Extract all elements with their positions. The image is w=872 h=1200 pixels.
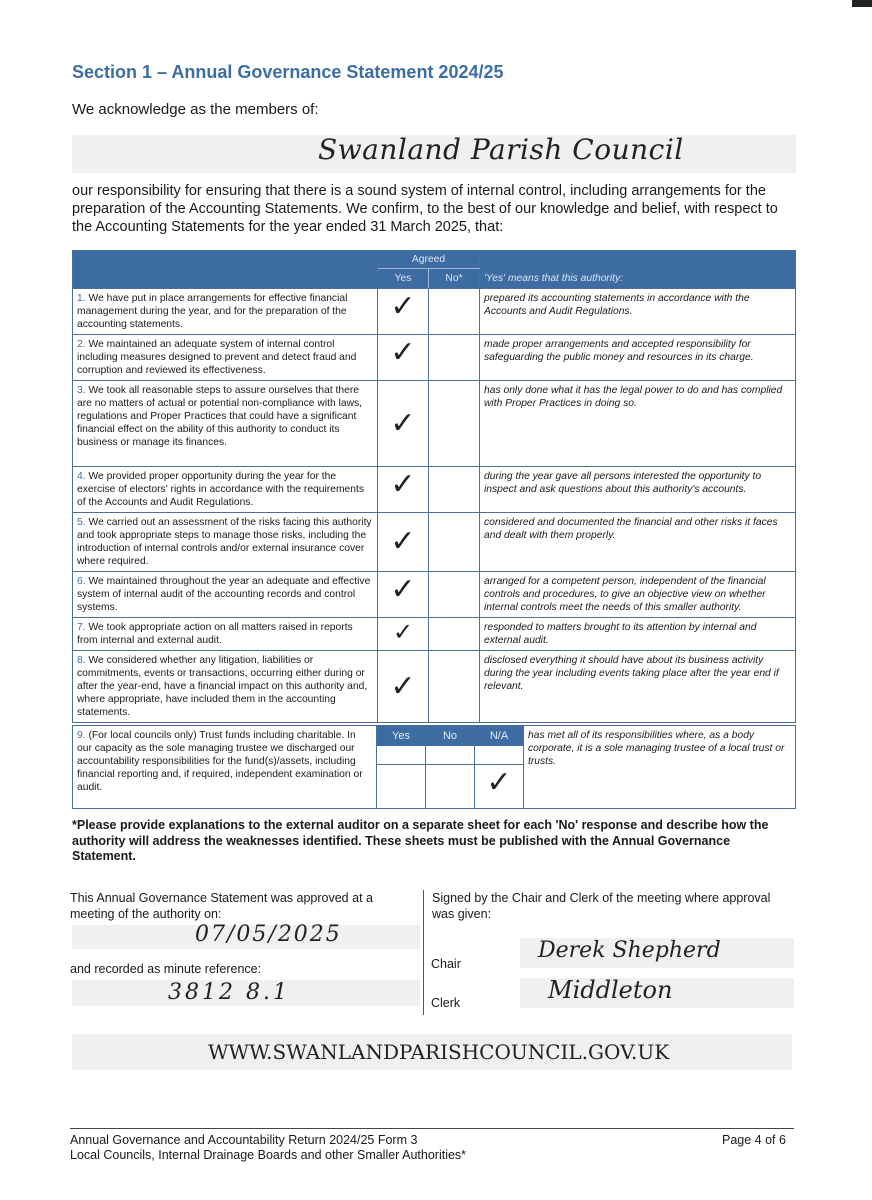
clerk-label: Clerk [431, 996, 461, 1010]
authority-name-handwritten: Swanland Parish Council [318, 133, 684, 166]
tick-mark: ✓ [390, 524, 416, 559]
yes-cell [378, 289, 429, 335]
minute-text: and recorded as minute reference: [70, 962, 262, 976]
meaning-cell: during the year gave all persons interested the opportunity to inspect and ask questions about this authority's accounts. [480, 467, 796, 513]
means-header: 'Yes' means that this authority: [480, 269, 796, 289]
section-title: Section 1 – Annual Governance Statement 2024/25 [72, 62, 504, 82]
footer-form-title: Annual Governance and Accountability Return 2024/25 Form 3 [70, 1133, 418, 1147]
no-header: No [426, 726, 474, 746]
tick-mark: ✓ [390, 572, 416, 607]
yes-cell [378, 572, 429, 618]
statement-cell: 3. We took all reasonable steps to assure ourselves that there are no matters of actual or potential non-compliance with laws, regulations and Proper Practices that could have a significant financial effect on the ability of this authority to conduct its business or manage its finances. [73, 381, 378, 467]
table-row [73, 289, 796, 335]
na-header: N/A [475, 726, 523, 746]
yes-cell [378, 467, 429, 513]
no-cell [429, 572, 480, 618]
table-row [73, 572, 796, 618]
tick-mark: ✓ [392, 618, 414, 646]
statement-cell: 2. We maintained an adequate system of internal control including measures designed to prevent and detect fraud and corruption and reviewed its effectiveness. [73, 335, 378, 381]
tick-mark: ✓ [390, 335, 416, 370]
no-cell [429, 651, 480, 723]
explanation-note: *Please provide explanations to the external auditor on a separate sheet for each 'No' response and describe how the authority will address the weaknesses identified. These sheets must be published with the Annual Governance Statement. [72, 818, 769, 863]
table-header-row [73, 251, 796, 269]
tick-mark: ✓ [390, 405, 416, 441]
statement-cell: 7. We took appropriate action on all matters raised in reports from internal and external audit. [73, 618, 378, 651]
no-cell [429, 381, 480, 467]
meaning-cell: prepared its accounting statements in accordance with the Accounts and Audit Regulations. [480, 289, 796, 335]
table-row [73, 467, 796, 513]
tick-mark: ✓ [486, 765, 512, 800]
yes-cell [378, 618, 429, 651]
table-row [73, 335, 796, 381]
page-number: Page 4 of 6 [722, 1133, 786, 1147]
yes-header: Yes [378, 269, 429, 289]
chair-label: Chair [431, 957, 461, 971]
chair-signature: Derek Shepherd [538, 938, 721, 963]
agreed-header: Agreed [378, 251, 480, 269]
meaning-cell: responded to matters brought to its attention by internal and external audit. [480, 618, 796, 651]
no-cell [429, 467, 480, 513]
acknowledge-text: We acknowledge as the members of: [72, 101, 319, 118]
statement-cell: 9. (For local councils only) Trust funds including charitable. In our capacity as the sole managing trustee we discharged our accountability responsibilities for the fund(s)/assets, including financial reporting and, if required, independent examination or audit. [77, 730, 363, 793]
meaning-cell: made proper arrangements and accepted responsibility for safeguarding the public money and resources in its charge. [480, 335, 796, 381]
meaning-cell: has only done what it has the legal power to do and has complied with Proper Practices in doing so. [480, 381, 796, 467]
yes-cell [378, 381, 429, 467]
minute-ref-handwritten: 3812 8.1 [168, 980, 290, 1005]
yes-cell [378, 513, 429, 572]
footer-authorities: Local Councils, Internal Drainage Boards and other Smaller Authorities* [70, 1148, 467, 1162]
no-cell [429, 618, 480, 651]
scan-corner-mark [852, 0, 872, 7]
statement-cell: 5. We carried out an assessment of the risks facing this authority and took appropriate steps to manage those risks, including the introduction of internal controls and/or external insurance cover where required. [73, 513, 378, 572]
yes-cell [378, 651, 429, 723]
meaning-cell: arranged for a competent person, independent of the financial controls and procedures, to give an objective view on whether internal controls meet the needs of this smaller authority. [480, 572, 796, 618]
table-subheader-row [73, 269, 796, 289]
footer-rule [70, 1128, 794, 1129]
approved-text: This Annual Governance Statement was approved at a meeting of the authority on: [70, 891, 373, 921]
approval-date-handwritten: 07/05/2025 [195, 922, 342, 947]
clerk-signature: Middleton [548, 976, 673, 1004]
no-cell [429, 335, 480, 381]
trust-funds-row [72, 725, 796, 809]
table-row [73, 651, 796, 723]
meaning-cell: considered and documented the financial and other risks it faces and dealt with them properly. [480, 513, 796, 572]
no-cell [429, 289, 480, 335]
website-handwritten: WWW.SWANLANDPARISHCOUNCIL.GOV.UK [208, 1040, 670, 1064]
table-row [73, 618, 796, 651]
tick-mark: ✓ [390, 668, 416, 704]
statement-cell: 8. We considered whether any litigation, liabilities or commitments, events or transactions, occurring either during or after the year-end, have a financial impact on this authority and, where appropriate, have included them in the accounting statements. [73, 651, 378, 723]
statement-cell: 6. We maintained throughout the year an adequate and effective system of internal audit of the accounting records and control systems. [73, 572, 378, 618]
responsibility-text: our responsibility for ensuring that there is a sound system of internal control, including arrangements for the preparation of the Accounting Statements. We confirm, to the best of our knowledge and belief, with respect to the Accounting Statements for the year ended 31 March 2025, that: [72, 183, 778, 235]
footer [70, 1133, 466, 1163]
signed-text: Signed by the Chair and Clerk of the meeting where approval was given: [432, 891, 771, 921]
column-divider [423, 890, 424, 1015]
meaning-cell: has met all of its responsibilities where, as a body corporate, it is a sole managing trustee of a local trust or trusts. [528, 730, 785, 767]
no-cell [429, 513, 480, 572]
governance-table [72, 250, 796, 723]
yes-cell [378, 335, 429, 381]
statement-cell: 4. We provided proper opportunity during the year for the exercise of electors' rights in accordance with the requirements of the Accounts and Audit Regulations. [73, 467, 378, 513]
no-header: No* [429, 269, 480, 289]
tick-mark: ✓ [390, 467, 416, 502]
yes-header: Yes [377, 726, 425, 746]
statement-cell: 1. We have put in place arrangements for effective financial management during the year, and for the preparation of the accounting statements. [73, 289, 378, 335]
meaning-cell: disclosed everything it should have about its business activity during the year including events taking place after the year end if relevant. [480, 651, 796, 723]
table-row [73, 381, 796, 467]
tick-mark: ✓ [390, 289, 416, 324]
table-row [73, 513, 796, 572]
